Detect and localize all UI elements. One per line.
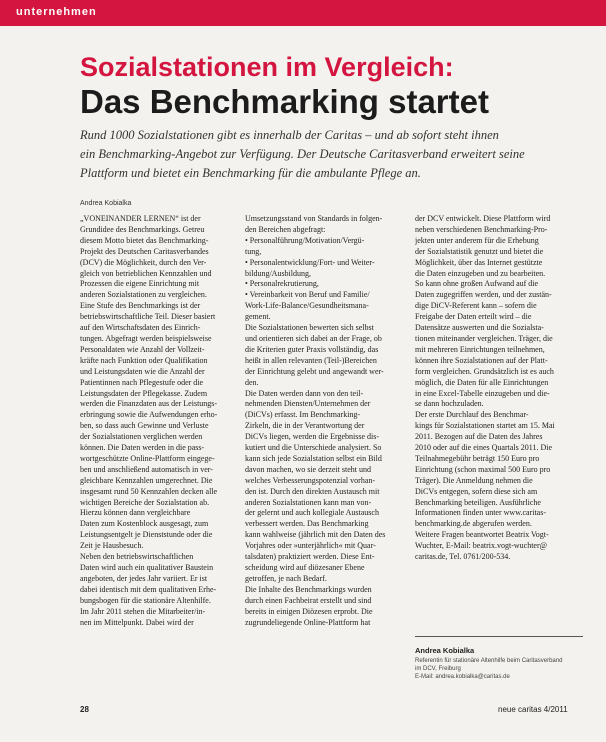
text-line: anderen Sozialstationen zu vergleichen.	[80, 290, 207, 300]
text-line: Umsetzungsstand von Standards in folgen-	[245, 214, 383, 223]
text-line: Zeit je Hausbesuch.	[80, 541, 144, 551]
text-line: betriebswirtschaftliche Teil. Dieser basiert	[80, 312, 216, 322]
text-line: ben und anschließend automatisch in ver-	[80, 464, 213, 474]
text-line: bildung/Ausbildung,	[245, 268, 312, 278]
text-line: diesem Motto bietet das Benchmarking-	[80, 235, 209, 245]
text-line: der gelernt und auch kollegiale Austausch	[245, 508, 379, 518]
text-line: Neben den betriebswirtschaftlichen	[80, 552, 194, 562]
text-line: erbringung sowie die Aufwendungen erho-	[80, 410, 218, 420]
text-line: wortgeschützte Online-Plattform eingege-	[80, 453, 215, 463]
text-line: Leistungsdaten der Pflegekasse. Zudem	[80, 388, 208, 398]
text-line: Die Daten werden dann von den teil-	[245, 388, 364, 398]
section-header-bar	[0, 0, 606, 26]
text-line: benchmarking.de abgerufen werden.	[415, 519, 532, 529]
text-line: in eine Excel-Tabelle einzugeben und die-	[415, 388, 550, 398]
text-line: die Kriterien guter Praxis vollständig, das	[245, 344, 379, 354]
text-line: welches Verbesserungspotenzial vorhan-	[245, 475, 376, 485]
text-line: Wuchter, E-Mail: beatrix.vogt-wuchter@	[415, 541, 548, 551]
text-line: (DiCVs) erfasst. Im Benchmarking-	[245, 410, 361, 420]
text-line: scheidung wird auf diözesaner Ebene	[245, 563, 365, 572]
text-line: jekten unter anderem für die Erhebung	[415, 235, 539, 245]
lead-line: ein Benchmarking-Angebot zur Verfügung. Der Deutsche Caritasverband erweitert seine	[80, 147, 525, 161]
text-line: gleich von betrieblichen Kennzahlen und	[80, 268, 212, 278]
text-line: auf den Wirtschaftsdaten des Einrich-	[80, 323, 201, 333]
text-line: gement.	[245, 312, 271, 322]
text-line: dabei identisch mit dem qualitativen Erhe-	[80, 584, 217, 594]
text-line: Grundidee des Benchmarkings. Getreu	[80, 224, 205, 234]
bio-divider	[415, 636, 583, 637]
bio-line: E-Mail: andrea.kobialka@caritas.de	[415, 674, 510, 680]
text-line: nehmenden Diensten/Unternehmen der	[245, 399, 371, 409]
text-line: Personaldaten wie Anzahl der Vollzeit-	[80, 344, 205, 354]
text-line: kann sich jede Sozialstation selbst ein Bild	[245, 453, 382, 463]
text-line: Work-Life-Balance/Gesundheitsmana-	[245, 301, 369, 311]
text-line: gleichbare Kennzahlen umgerechnet. Die	[80, 475, 213, 485]
text-line: (DCV) die Möglichkeit, durch den Ver-	[80, 257, 207, 267]
section-label: unternehmen	[16, 6, 97, 18]
text-line: neben verschiedenen Benchmarking-Pro-	[415, 224, 548, 234]
text-line: dige DiCV-Referent kann – sofern die	[415, 301, 537, 311]
text-line: bereits in einigen Diözesen erprobt. Die	[245, 606, 373, 616]
text-line: tungen. Abgefragt werden beispielsweise	[80, 333, 212, 343]
text-line: se dann hochzuladen.	[415, 399, 484, 409]
text-column-1	[80, 214, 232, 628]
text-line: Informationen finden unter www.caritas-	[415, 508, 546, 518]
text-line: Benchmarking beteiligen. Ausführliche	[415, 497, 541, 507]
text-line: „VONEINANDER LERNEN“ ist der	[80, 214, 201, 223]
text-line: möglich, die Daten für alle Einrichtungen	[415, 377, 549, 387]
text-line: Die Sozialstationen bewerten sich selbst	[245, 323, 374, 333]
page-number: 28	[80, 705, 89, 714]
text-line: Daten zugegriffen werden, und der zustän-	[415, 290, 552, 300]
text-line: kutiert und die Unterschiede analysiert. So	[245, 443, 382, 453]
text-line: 2010 oder auf die eines Quartals 2011. Die	[415, 443, 552, 453]
article-title-line-1: Sozialstationen im Vergleich:	[80, 52, 454, 82]
text-line: Daten wird auch ein qualitativer Baustein	[80, 563, 214, 572]
text-line: wichtigen Bereiche der Sozialstation ab.	[80, 497, 210, 507]
text-line: werden die Finanzdaten aus der Leistungs-	[80, 399, 218, 409]
text-line: Der erste Durchlauf des Benchmar-	[415, 410, 529, 420]
text-line: den Bereichen abgefragt:	[245, 224, 326, 234]
text-line: Daten zum Kostenblock ausgesagt, zum	[80, 519, 209, 529]
text-line: insgesamt rund 50 Kennzahlen decken alle	[80, 486, 218, 496]
text-line: mit mehreren Einrichtungen teilnehmen,	[415, 344, 545, 354]
text-line: Weitere Fragen beantwortet Beatrix Vogt-	[415, 530, 549, 540]
bio-line: im DCV, Freiburg	[415, 666, 461, 672]
text-line: kräfte nach Funktion oder Qualifikation	[80, 355, 208, 365]
text-line: Leistungsentgelt je Dienststunde oder die	[80, 530, 213, 540]
text-line: ben, so dass auch Gewinne und Verluste	[80, 421, 209, 431]
bio-name: Andrea Kobialka	[415, 646, 475, 655]
text-line: tionen miteinander vergleichen. Träger, die	[415, 333, 553, 343]
text-line: tung,	[245, 246, 262, 256]
lead-line: Plattform und bietet ein Benchmarking für die ambulante Pflege an.	[80, 166, 421, 180]
text-line: den.	[245, 377, 259, 387]
text-line: 2011. Bezogen auf die Daten des Jahres	[415, 432, 543, 442]
author-byline: Andrea Kobialka	[80, 200, 132, 207]
text-line: Eine Stufe des Benchmarkings ist der	[80, 301, 201, 311]
text-line: Prozessen die eigene Einrichtung mit	[80, 279, 200, 289]
text-line: • Personalführung/Motivation/Vergü-	[245, 235, 365, 245]
lead-line: Rund 1000 Sozialstationen gibt es innerhalb der Caritas – und ab sofort steht ihnen	[80, 128, 499, 142]
text-line: form vergleichen. Grundsätzlich ist es auch	[415, 366, 554, 376]
text-column-2	[245, 214, 407, 628]
text-line: caritas.de, Tel. 0761/200-534.	[415, 552, 511, 562]
text-line: Projekt des Deutschen Caritasverbandes	[80, 246, 209, 256]
text-line: heißt in allen relevanten (Teil-)Bereichen	[245, 355, 377, 365]
article-lead	[80, 126, 580, 183]
article-title-line-2: Das Benchmarking startet	[80, 83, 489, 120]
text-line: Teilnahmegebühr beträgt 150 Euro pro	[415, 453, 540, 463]
text-line: und Leistungsdaten wie die Anzahl der	[80, 366, 205, 376]
text-line: Einrichtung (schon maximal 500 Euro pro	[415, 464, 551, 474]
text-line: nen im Mittelpunkt. Dabei wird der	[80, 617, 194, 627]
text-line: der Sozialstationen verglichen werden	[80, 432, 203, 442]
text-line: • Personalentwicklung/Fort- und Weiter-	[245, 257, 375, 267]
text-line: durch einen Fachbeirat erstellt und sind	[245, 595, 372, 605]
text-line: kann wahlweise (jährlich mit den Daten des	[245, 530, 386, 540]
text-line: Möglichkeit, über das Internet gestützte	[415, 257, 543, 267]
text-line: getroffen, je nach Bedarf.	[245, 573, 327, 583]
text-line: Im Jahr 2011 stehen die Mitarbeiter/in-	[80, 606, 206, 616]
text-line: und orientieren sich dabei an der Frage, ob	[245, 333, 382, 343]
text-line: DiCVs liegen, werden die Ergebnisse dis-	[245, 432, 380, 442]
text-line: Träger). Die Anmeldung nehmen die	[415, 475, 533, 485]
text-line: angeboten, der jedes Jahr variiert. Er ist	[80, 573, 208, 583]
text-line: der Einrichtung gelebt und angewandt wer-	[245, 366, 384, 376]
text-line: DiCVs entgegen, sofern diese sich am	[415, 486, 538, 496]
text-line: bungsbogen für die stationäre Altenhilfe.	[80, 595, 211, 605]
text-line: Vorjahres oder »unterjährlich« mit Quar-	[245, 541, 376, 551]
text-line: So kann ohne großen Aufwand auf die	[415, 279, 539, 289]
text-line: Die Inhalte des Benchmarkings wurden	[245, 584, 372, 594]
text-line: Datensätze auswerten und die Sozialsta-	[415, 323, 544, 333]
text-line: die Daten einzugeben und zu bearbeiten.	[415, 268, 546, 278]
text-line: zugrundeliegende Online-Plattform hat	[245, 617, 371, 627]
text-line: der Sozialstatistik genutzt und bietet die	[415, 246, 544, 256]
text-line: der DCV entwickelt. Diese Plattform wird	[415, 214, 551, 223]
text-line: verbessert werden. Das Benchmarking	[245, 519, 369, 529]
text-line: davon machen, wo sie derzeit steht und	[245, 464, 371, 474]
text-line: Patientinnen nach Pflegestufe oder die	[80, 377, 204, 387]
text-line: Freigabe der Daten erteilt wird – die	[415, 312, 532, 322]
text-line: können ihre Sozialstationen auf der Platt-	[415, 355, 548, 365]
text-line: Hierzu können dann vergleichbare	[80, 508, 191, 518]
magazine-issue: neue caritas 4/2011	[498, 705, 568, 714]
bio-line: Referentin für stationäre Altenhilfe beim Caritasverband	[415, 658, 563, 664]
text-line: talsdaten) praktiziert werden. Diese Ent-	[245, 552, 375, 562]
text-line: • Personalrekrutierung,	[245, 279, 319, 289]
text-line: den ist. Durch den direkten Austausch mit	[245, 486, 380, 496]
text-line: Zirkeln, die in der Verantwortung der	[245, 421, 365, 431]
text-column-3	[415, 214, 577, 563]
text-line: • Vereinbarkeit von Beruf und Familie/	[245, 290, 370, 300]
text-line: können. Die Daten werden in die pass-	[80, 443, 205, 453]
text-line: anderen Sozialstationen kann man von-	[245, 497, 372, 507]
text-line: kings für Sozialstationen startet am 15. Mai	[415, 421, 555, 431]
